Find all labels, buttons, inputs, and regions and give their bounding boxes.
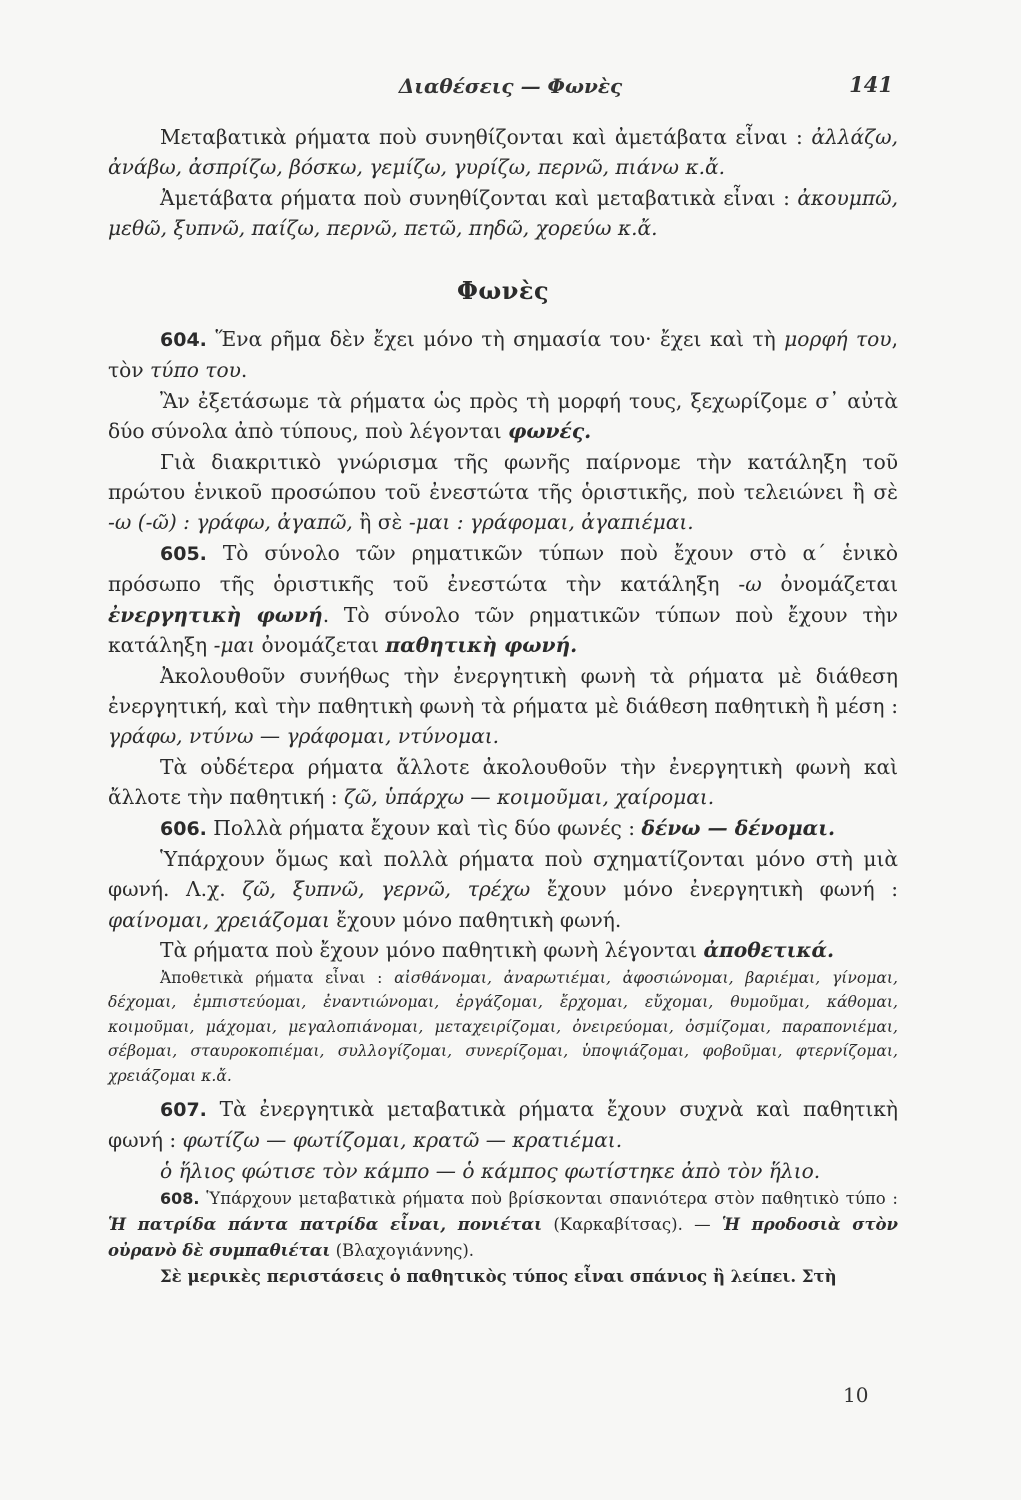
paragraph-number-604: 604. — [160, 329, 207, 352]
p604-p2-text: Ἂν ἐξετάσωμε τὰ ρήματα ὡς πρὸς τὴ μορφή τους, ξεχωρίζομε σ᾽ αὐτὰ δύο σύνολα ἀπὸ τύπους, ποὺ λέγονται — [108, 388, 898, 444]
p605-p3-examples: ζῶ, ὑπάρχω — κοιμοῦμαι, χαίρομαι. — [343, 785, 715, 810]
p607-example-a: φωτίζω — φωτίζομαι, κρατῶ — κρατιέμαι. — [182, 1128, 623, 1153]
paragraph-604-2 — [108, 386, 898, 447]
intro-paragraph-1 — [108, 122, 898, 183]
p605-text-b: ὀνομάζεται — [761, 572, 898, 597]
p604-text-a: Ἕνα ρῆμα δὲν ἔχει μόνο τὴ σημασία του· ἔχει καὶ τὴ — [206, 327, 785, 352]
paragraph-number-607: 607. — [160, 1099, 207, 1122]
p608-quote-b: Ἡ προδοσιὰ στὸν οὐρανὸ δὲ συμπαθιέται — [108, 1215, 898, 1261]
p605-p2-text: Ἀκολουθοῦν συνήθως τὴν ἐνεργητικὴ φωνὴ τὰ ρήματα μὲ διάθεση ἐνεργητική, καὶ τὴν παθητικὴ φωνὴ τὰ ρήματα μὲ διάθεση παθητικὴ ἢ μέση : — [108, 663, 898, 718]
paragraph-605-3 — [108, 752, 898, 813]
p606-p2-mid: ἔχουν μόνο ἐνεργητικὴ φωνή : — [530, 877, 898, 902]
paragraph-number-608: 608. — [160, 1189, 200, 1209]
paragraph-608 — [108, 1186, 898, 1264]
p608-source-a: (Καρκαβίτσας). — — [542, 1215, 722, 1235]
signature-number: 10 — [843, 1383, 869, 1407]
paragraph-604-3 — [108, 447, 898, 538]
p604-text-c: . — [240, 358, 248, 383]
paragraph-607 — [108, 1094, 898, 1156]
p608-text-a: Ὑπάρχουν μεταβατικὰ ρήματα ποὺ βρίσκονται σπανιότερα στὸν παθητικὸ τύπο : — [199, 1189, 898, 1209]
intro-examples-2: ἀκουμπῶ, μεθῶ, ξυπνῶ, παίζω, περνῶ, πετῶ, πηδῶ, χορεύω κ.ἄ. — [108, 185, 898, 241]
p605-p2-examples: γράφω, ντύνω — γράφομαι, ντύνομαι. — [108, 724, 500, 749]
p606-p2-examples-2: φαίνομαι, χρειάζομαι — [108, 907, 330, 932]
intro-paragraph-2 — [108, 183, 898, 244]
p605-text-d: ὀνομάζεται — [255, 633, 386, 658]
paragraph-number-605: 605. — [160, 542, 207, 565]
p605-ending-a: -ω — [738, 572, 762, 597]
intro-text-1: Μεταβατικὰ ρήματα ποὺ συνηθίζονται καὶ ἀμετάβατα εἶναι : — [160, 125, 812, 149]
p604-text-b: , τὸν — [108, 327, 898, 383]
p606-example-a: δένω — δένομαι. — [641, 815, 836, 840]
p604-term-a: μορφή του — [784, 327, 892, 352]
p604-p3-text: Γιὰ διακριτικὸ γνώρισμα τῆς φωνῆς παίρνομε τὴν κατάληξη τοῦ πρώτου ἑνικοῦ προσώπου τοῦ ἐνεστώτα τῆς ὁριστικῆς, ποὺ τελειώνει ἢ σὲ — [108, 449, 898, 505]
running-title: Διαθέσεις — Φωνὲς — [398, 74, 623, 98]
deponent-list-items: αἰσθάνομαι, ἀναρωτιέμαι, ἀφοσιώνομαι, βαριέμαι, γίνομαι, δέχομαι, ἐμπιστεύομαι, ἐναντιώνομαι, ἐργάζομαι, ἔρχομαι, εὔχομαι, θυμοῦμαι, κάθομαι, κοιμοῦμαι, μάχομαι, μεγαλοπιάνομαι, μεταχειρίζομαι, ὀνειρεύομαι, ὀσμίζομαι, παραπονιέμαι, σέβομαι, σταυροκοπιέμαι, συλλογίζομαι, συνερίζομαι, ὑποψιάζομαι, φοβοῦμαι, φτερνίζομαι, χρειάζομαι κ.ἄ. — [108, 968, 898, 1085]
p605-term-passive: παθητικὴ φωνή. — [385, 633, 578, 658]
intro-examples-1: ἀλλάζω, ἀνάβω, ἀσπρίζω, βόσκω, γεμίζω, γυρίζω, περνῶ, πιάνω κ.ἄ. — [108, 125, 898, 180]
p608-source-b: (Βλαχογιάννης). — [330, 1241, 475, 1261]
p605-p3-text: Τὰ οὐδέτερα ρήματα ἄλλοτε ἀκολουθοῦν τὴν ἐνεργητικὴ φωνὴ καὶ ἄλλοτε τὴν παθητική : — [108, 754, 898, 810]
p604-p3-ending-2: -μαι : γράφομαι, ἀγαπιέμαι. — [408, 510, 694, 535]
paragraph-606-3 — [108, 935, 898, 965]
p604-term-b: τύπο του — [150, 358, 241, 383]
deponent-list-lead: Ἀποθετικὰ ρήματα εἶναι : — [160, 968, 395, 987]
paragraph-604 — [108, 324, 898, 386]
paragraph-606 — [108, 813, 898, 844]
p608-quote-a: Ἡ πατρίδα πάντα πατρίδα εἶναι, πονιέται — [108, 1215, 543, 1235]
paragraph-606-2 — [108, 844, 898, 935]
page-number: 141 — [849, 72, 893, 97]
paragraph-605 — [108, 538, 898, 661]
p604-p3-mid: ἢ σὲ — [352, 510, 409, 535]
deponent-verbs-list — [108, 966, 898, 1089]
paragraph-605-2 — [108, 661, 898, 752]
p604-p3-ending-1: -ω (-ῶ) : γράφω, ἀγαπῶ, — [108, 510, 353, 535]
p605-ending-b: -μαι — [213, 633, 256, 658]
p606-p2-text: Ὑπάρχουν ὅμως καὶ πολλὰ ρήματα ποὺ σχηματίζονται μόνο στὴ μιὰ φωνή. Λ.χ. — [108, 846, 898, 902]
p607-text-a: Τὰ ἐνεργητικὰ μεταβατικὰ ρήματα ἔχουν συχνὰ καὶ παθητικὴ φωνή : — [108, 1097, 898, 1153]
intro-text-2: Ἀμετάβατα ρήματα ποὺ συνηθίζονται καὶ μεταβατικὰ εἶναι : — [160, 185, 798, 210]
p605-text-c: . Τὸ σύνολο τῶν ρηματικῶν τύπων ποὺ ἔχουν τὴν κατάληξη — [108, 602, 898, 658]
p606-p3-term: ἀποθετικά. — [703, 938, 835, 963]
paragraph-607-example: ὁ ἥλιος φώτισε τὸν κάμπο — ὁ κάμπος φωτίστηκε ἀπὸ τὸν ἥλιο. — [160, 1158, 821, 1183]
paragraph-608-2: Σὲ μερικὲς περιστάσεις ὁ παθητικὸς τύπος εἶναι σπάνιος ἢ λείπει. Στὴ — [160, 1267, 837, 1287]
p604-p2-term: φωνές. — [508, 419, 592, 444]
p606-p2-end: ἔχουν μόνο παθητικὴ φωνή. — [329, 907, 622, 932]
paragraph-number-606: 606. — [160, 817, 207, 840]
section-heading: Φωνὲς — [456, 275, 550, 305]
p605-text-a: Τὸ σύνολο τῶν ρηματικῶν τύπων ποὺ ἔχουν στὸ α΄ ἑνικὸ πρόσωπο τῆς ὁριστικῆς τοῦ ἐνεστώτα τὴν κατάληξη — [108, 540, 898, 597]
p606-p3-text: Τὰ ρήματα ποὺ ἔχουν μόνο παθητικὴ φωνὴ λέγονται — [160, 938, 704, 963]
p606-text-a: Πολλὰ ρήματα ἔχουν καὶ τὶς δύο φωνές : — [206, 815, 642, 840]
page-body — [108, 122, 898, 1290]
p605-term-active: ἐνεργητικὴ φωνή — [108, 602, 323, 627]
p606-p2-examples-1: ζῶ, ξυπνῶ, γερνῶ, τρέχω — [242, 877, 531, 902]
